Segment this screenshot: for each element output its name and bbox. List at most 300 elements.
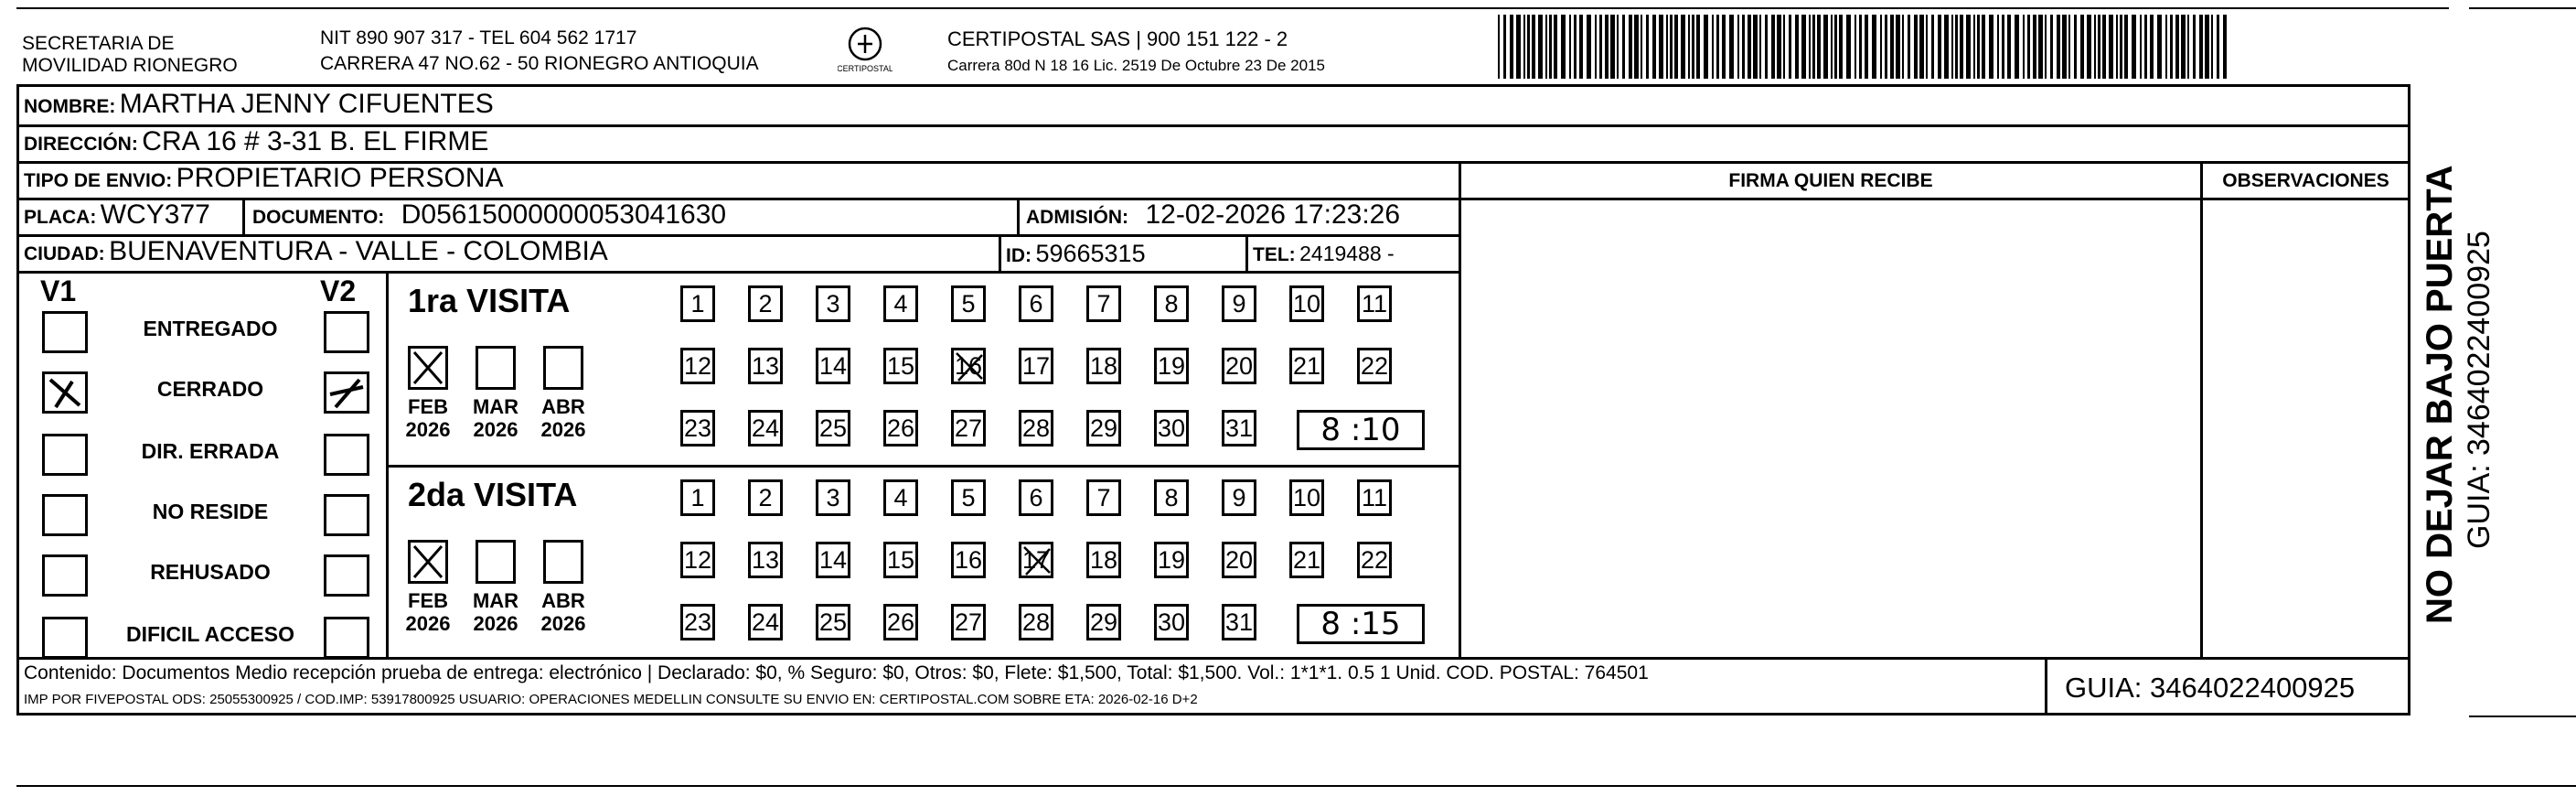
sender-address: CARRERA 47 NO.62 - 50 RIONEGRO ANTIOQUIA bbox=[320, 53, 759, 74]
month-checkbox[interactable] bbox=[543, 540, 583, 584]
v1-checkbox[interactable] bbox=[42, 371, 88, 414]
barcode-bar bbox=[1692, 15, 1694, 79]
address-label: DIRECCIÓN: bbox=[24, 134, 138, 155]
status-option-label: ENTREGADO bbox=[143, 317, 278, 340]
day-box[interactable] bbox=[1289, 479, 1324, 516]
barcode-bar bbox=[1659, 15, 1663, 79]
barcode-bar bbox=[1809, 15, 1811, 79]
barcode-bar bbox=[2109, 15, 2113, 79]
v1-checkbox[interactable] bbox=[42, 311, 88, 353]
barcode-bar bbox=[1634, 15, 1639, 79]
barcode-bar bbox=[1753, 15, 1758, 79]
barcode-bar bbox=[2132, 15, 2136, 79]
day-number: 20 bbox=[1224, 352, 1254, 380]
day-number: 4 bbox=[893, 290, 908, 317]
day-box[interactable] bbox=[1086, 348, 1121, 384]
day-box[interactable] bbox=[1154, 542, 1189, 578]
day-number: 14 bbox=[818, 352, 848, 380]
barcode-bar bbox=[1765, 15, 1768, 79]
day-box[interactable] bbox=[1019, 285, 1053, 322]
day-box[interactable] bbox=[680, 285, 715, 322]
day-box[interactable] bbox=[816, 348, 850, 384]
day-number: 23 bbox=[683, 608, 712, 636]
day-number: 18 bbox=[1089, 546, 1118, 574]
month-cell bbox=[534, 589, 593, 635]
id-label: ID: bbox=[1006, 245, 1031, 266]
barcode-bar bbox=[1574, 15, 1577, 79]
day-box[interactable] bbox=[680, 479, 715, 516]
day-box[interactable] bbox=[1086, 542, 1121, 578]
v1-checkbox[interactable] bbox=[42, 554, 88, 597]
day-number: 15 bbox=[886, 352, 915, 380]
barcode-bar bbox=[1960, 15, 1963, 79]
admission-label: ADMISIÓN: bbox=[1026, 207, 1128, 228]
barcode-bar bbox=[2140, 15, 2142, 79]
day-number: 24 bbox=[751, 608, 780, 636]
name-row bbox=[24, 89, 494, 120]
day-box[interactable] bbox=[883, 542, 918, 578]
day-box[interactable] bbox=[1357, 285, 1392, 322]
year-label: 2026 bbox=[405, 418, 451, 441]
day-number: 1 bbox=[690, 290, 705, 317]
barcode-bar bbox=[2211, 15, 2213, 79]
barcode-bar bbox=[1944, 15, 1949, 79]
month-checkbox[interactable] bbox=[408, 346, 448, 390]
barcode-bar bbox=[2217, 15, 2219, 79]
day-number: 10 bbox=[1292, 290, 1321, 317]
day-box[interactable] bbox=[1019, 479, 1053, 516]
signature-header: FIRMA QUIEN RECIBE bbox=[1728, 170, 1933, 191]
recipient-address: CRA 16 # 3-31 B. EL FIRME bbox=[142, 126, 489, 156]
day-number: 3 bbox=[826, 290, 840, 317]
day-number: 20 bbox=[1224, 546, 1254, 574]
barcode-bar bbox=[2098, 15, 2100, 79]
barcode-bar bbox=[2074, 15, 2077, 79]
barcode-bar bbox=[1777, 15, 1781, 79]
barcode-bar bbox=[2023, 15, 2025, 79]
day-number: 21 bbox=[1292, 352, 1321, 380]
day-box[interactable] bbox=[1154, 604, 1189, 640]
day-number: 1 bbox=[690, 484, 705, 511]
month-checkbox[interactable] bbox=[476, 346, 516, 390]
barcode-bar bbox=[1666, 15, 1668, 79]
day-box[interactable] bbox=[1222, 348, 1256, 384]
day-box[interactable] bbox=[1154, 348, 1189, 384]
day-box[interactable] bbox=[883, 604, 918, 640]
day-number: 24 bbox=[751, 414, 780, 442]
day-box[interactable] bbox=[816, 542, 850, 578]
barcode-bar bbox=[1789, 15, 1791, 79]
status-option-label: CERRADO bbox=[156, 377, 264, 401]
day-box[interactable] bbox=[1222, 285, 1256, 322]
v2-label: V2 bbox=[320, 274, 357, 307]
barcode-bar bbox=[1641, 15, 1642, 79]
v1-checkbox[interactable] bbox=[42, 494, 88, 536]
barcode-bar bbox=[1605, 15, 1609, 79]
svg-text:CERTIPOSTAL: CERTIPOSTAL bbox=[838, 64, 893, 73]
day-number: 17 bbox=[1021, 352, 1051, 380]
barcode-bar bbox=[1599, 15, 1602, 79]
barcode-bar bbox=[1908, 15, 1910, 79]
day-box[interactable] bbox=[1154, 479, 1189, 516]
v1-checkbox[interactable] bbox=[42, 617, 88, 659]
city-label: CIUDAD: bbox=[24, 243, 105, 264]
barcode-bar bbox=[1919, 15, 1924, 79]
month-cell bbox=[534, 395, 593, 441]
day-box[interactable] bbox=[816, 479, 850, 516]
v2-checkbox[interactable] bbox=[324, 434, 369, 476]
day-number: 9 bbox=[1232, 484, 1246, 511]
day-number: 28 bbox=[1021, 414, 1051, 442]
barcode-bar bbox=[1771, 15, 1775, 79]
day-box[interactable] bbox=[816, 410, 850, 447]
barcode-bar bbox=[1498, 15, 1500, 79]
barcode-bar bbox=[1865, 15, 1868, 79]
day-number: 29 bbox=[1089, 414, 1118, 442]
day-box[interactable] bbox=[1086, 604, 1121, 640]
no-dejar-text: NO DEJAR BAJO PUERTA bbox=[2420, 165, 2460, 624]
day-box[interactable] bbox=[680, 410, 715, 447]
day-box[interactable] bbox=[1086, 410, 1121, 447]
barcode-bar bbox=[1516, 15, 1521, 79]
courier-name: CERTIPOSTAL SAS | 900 151 122 - 2 bbox=[947, 27, 1288, 50]
barcode-bar bbox=[2187, 15, 2189, 79]
barcode-bar bbox=[1569, 15, 1571, 79]
barcode-bar bbox=[1646, 15, 1649, 79]
day-number: 29 bbox=[1089, 608, 1118, 636]
status-option-label: NO RESIDE bbox=[152, 500, 269, 523]
barcode-bar bbox=[1977, 15, 1980, 79]
barcode-bar bbox=[1872, 15, 1876, 79]
barcode-bar bbox=[2175, 15, 2179, 79]
day-number: 7 bbox=[1096, 290, 1111, 317]
barcode-bar bbox=[1712, 15, 1714, 79]
day-number: 28 bbox=[1021, 608, 1051, 636]
day-box[interactable] bbox=[748, 410, 783, 447]
barcode-bar bbox=[1855, 15, 1856, 79]
barcode-bar bbox=[1554, 15, 1557, 79]
barcode-bar bbox=[1670, 15, 1673, 79]
barcode-bar bbox=[1681, 15, 1685, 79]
certipostal-logo bbox=[838, 24, 893, 79]
day-box[interactable] bbox=[816, 604, 850, 640]
day-box[interactable] bbox=[951, 285, 986, 322]
barcode-bar bbox=[1527, 15, 1530, 79]
barcode-bar bbox=[2002, 15, 2004, 79]
footer-imp: IMP POR FIVEPOSTAL ODS: 25055300925 / COD.IMP: 53917800925 USUARIO: OPERACIONES MEDELLIN CONSULTE SU ENVIO EN: CERTIPOSTAL.COM SOBRE ETA: 2026-02-16 D+2 bbox=[24, 692, 1198, 707]
barcode-bar bbox=[1561, 15, 1566, 79]
day-number: 25 bbox=[818, 414, 848, 442]
barcode-bar bbox=[2170, 15, 2173, 79]
day-box[interactable] bbox=[1289, 542, 1324, 578]
sender-line2: MOVILIDAD RIONEGRO bbox=[22, 55, 238, 76]
observations-header: OBSERVACIONES bbox=[2222, 170, 2389, 191]
barcode-bar bbox=[2199, 15, 2203, 79]
day-number: 19 bbox=[1157, 352, 1186, 380]
barcode-bar bbox=[1688, 15, 1690, 79]
barcode-bar bbox=[1823, 15, 1828, 79]
day-number: 3 bbox=[826, 484, 840, 511]
day-number: 6 bbox=[1029, 290, 1043, 317]
footer-content: Contenido: Documentos Medio recepción prueba de entrega: electrónico | Declarado: $0, % Seguro: $0, Otros: $0, Flete: $1,500, Total: $1,500. Vol.: 1*1*1. 0.5 1 Unid. COD. POSTAL: 764501 bbox=[24, 662, 1649, 683]
barcode-bar bbox=[2144, 15, 2147, 79]
month-label: MAR bbox=[472, 589, 519, 612]
tel-cell bbox=[1253, 242, 1395, 266]
month-cell bbox=[466, 395, 525, 441]
status-option-label: REHUSADO bbox=[150, 560, 271, 584]
day-number: 18 bbox=[1089, 352, 1118, 380]
sender-nit: NIT 890 907 317 - TEL 604 562 1717 bbox=[320, 27, 637, 48]
barcode-bar bbox=[1652, 15, 1656, 79]
day-number: 27 bbox=[954, 608, 983, 636]
barcode-bar bbox=[1503, 15, 1506, 79]
barcode-bar bbox=[2124, 15, 2128, 79]
day-box[interactable] bbox=[1289, 285, 1324, 322]
year-label: 2026 bbox=[405, 612, 451, 635]
day-number: 6 bbox=[1029, 484, 1043, 511]
day-number: 13 bbox=[751, 352, 780, 380]
barcode-bar bbox=[2007, 15, 2011, 79]
barcode-bar bbox=[1812, 15, 1815, 79]
year-label: 2026 bbox=[540, 418, 586, 441]
v1-checkbox[interactable] bbox=[42, 434, 88, 476]
day-box[interactable] bbox=[951, 604, 986, 640]
cross-mark-icon bbox=[954, 350, 985, 383]
barcode-bar bbox=[1896, 15, 1900, 79]
barcode-bar bbox=[1729, 15, 1734, 79]
barcode-bar bbox=[1834, 15, 1837, 79]
admission-cell bbox=[1026, 199, 1400, 231]
day-number: 12 bbox=[683, 352, 712, 380]
day-number: 8 bbox=[1164, 290, 1179, 317]
barcode-bar bbox=[1617, 15, 1619, 79]
day-number: 27 bbox=[954, 414, 983, 442]
barcode-bar bbox=[1839, 15, 1843, 79]
check-mark-icon bbox=[45, 374, 85, 411]
type-row bbox=[24, 163, 504, 194]
barcode-bar bbox=[1587, 15, 1591, 79]
barcode-bar bbox=[2015, 15, 2019, 79]
year-label: 2026 bbox=[540, 612, 586, 635]
day-number: 4 bbox=[893, 484, 908, 511]
courier-license: Carrera 80d N 18 16 Lic. 2519 De Octubre 23 De 2015 bbox=[947, 57, 1325, 74]
v2-checkbox[interactable] bbox=[324, 311, 369, 353]
month-checkbox[interactable] bbox=[543, 346, 583, 390]
barcode-bar bbox=[2150, 15, 2154, 79]
plate-cell bbox=[24, 199, 210, 231]
day-number: 9 bbox=[1232, 290, 1246, 317]
barcode-bar bbox=[1696, 15, 1700, 79]
barcode-bar bbox=[1742, 15, 1745, 79]
day-number: 8 bbox=[1164, 484, 1179, 511]
barcode-bar bbox=[1926, 15, 1928, 79]
day-number: 5 bbox=[961, 484, 976, 511]
day-number: 21 bbox=[1292, 546, 1321, 574]
day-box[interactable] bbox=[1289, 348, 1324, 384]
day-number: 31 bbox=[1224, 608, 1254, 636]
day-box[interactable] bbox=[1222, 410, 1256, 447]
barcode-bar bbox=[1722, 15, 1726, 79]
day-box[interactable] bbox=[883, 479, 918, 516]
id-value: 59665315 bbox=[1035, 240, 1146, 267]
day-box[interactable] bbox=[748, 348, 783, 384]
day-number: 26 bbox=[886, 608, 915, 636]
day-box[interactable] bbox=[951, 410, 986, 447]
barcode-bar bbox=[1955, 15, 1958, 79]
day-box[interactable] bbox=[883, 348, 918, 384]
plate-value: WCY377 bbox=[100, 199, 210, 230]
day-box[interactable] bbox=[748, 479, 783, 516]
barcode-bar bbox=[2223, 15, 2227, 79]
month-label: MAR bbox=[472, 395, 519, 418]
v2-checkbox[interactable] bbox=[324, 554, 369, 597]
day-box[interactable] bbox=[748, 285, 783, 322]
visit-time-box[interactable] bbox=[1297, 604, 1425, 644]
barcode-bar bbox=[1846, 15, 1851, 79]
barcode-bar bbox=[2038, 15, 2043, 79]
day-number: 14 bbox=[818, 546, 848, 574]
plate-label: PLACA: bbox=[24, 207, 97, 228]
barcode-bar bbox=[1890, 15, 1894, 79]
barcode-bar bbox=[1629, 15, 1632, 79]
day-number: 30 bbox=[1157, 414, 1186, 442]
barcode-bar bbox=[1759, 15, 1761, 79]
day-number: 11 bbox=[1361, 484, 1388, 511]
day-box[interactable] bbox=[1154, 285, 1189, 322]
barcode-bar bbox=[1831, 15, 1833, 79]
day-number: 17 bbox=[1021, 546, 1051, 574]
month-cell bbox=[466, 589, 525, 635]
day-box[interactable] bbox=[951, 542, 986, 578]
day-number: 19 bbox=[1157, 546, 1186, 574]
barcode-bar bbox=[2116, 15, 2118, 79]
address-row bbox=[24, 126, 488, 157]
visit-time-box[interactable] bbox=[1297, 410, 1425, 450]
status-option-label: DIFICIL ACCESO bbox=[125, 622, 294, 646]
day-box[interactable] bbox=[680, 542, 715, 578]
barcode-bar bbox=[2033, 15, 2036, 79]
day-number: 16 bbox=[954, 352, 983, 380]
day-number: 23 bbox=[683, 414, 712, 442]
day-box[interactable] bbox=[680, 604, 715, 640]
v2-checkbox[interactable] bbox=[324, 617, 369, 659]
day-box[interactable] bbox=[883, 285, 918, 322]
day-box[interactable] bbox=[1357, 348, 1392, 384]
day-box[interactable] bbox=[748, 542, 783, 578]
name-label: NOMBRE: bbox=[24, 96, 116, 117]
day-box[interactable] bbox=[1222, 479, 1256, 516]
day-box[interactable] bbox=[748, 604, 783, 640]
day-box[interactable] bbox=[1019, 604, 1053, 640]
barcode-bar bbox=[1545, 15, 1547, 79]
barcode-bar bbox=[1817, 15, 1821, 79]
status-option-label: DIR. ERRADA bbox=[141, 439, 280, 463]
day-number: 2 bbox=[758, 290, 773, 317]
barcode-bar bbox=[1801, 15, 1806, 79]
barcode-bar bbox=[2181, 15, 2186, 79]
type-label: TIPO DE ENVIO: bbox=[24, 170, 173, 191]
day-box[interactable] bbox=[1019, 410, 1053, 447]
month-checkbox[interactable] bbox=[476, 540, 516, 584]
day-box[interactable] bbox=[951, 348, 986, 384]
day-box[interactable] bbox=[1019, 542, 1053, 578]
side-warning bbox=[2419, 112, 2497, 624]
barcode-bar bbox=[1737, 15, 1739, 79]
barcode-bar bbox=[2057, 15, 2060, 79]
day-box[interactable] bbox=[1086, 285, 1121, 322]
day-box[interactable] bbox=[680, 348, 715, 384]
barcode-bar bbox=[1716, 15, 1719, 79]
barcode-bar bbox=[1783, 15, 1785, 79]
day-number: 25 bbox=[818, 608, 848, 636]
day-number: 16 bbox=[954, 546, 983, 574]
month-checkbox[interactable] bbox=[408, 540, 448, 584]
day-box[interactable] bbox=[883, 410, 918, 447]
visit-title: 2da VISITA bbox=[408, 476, 578, 513]
footer-guia: GUIA: 3464022400925 bbox=[2065, 672, 2356, 704]
barcode-bar bbox=[2050, 15, 2053, 79]
barcode-bar bbox=[1532, 15, 1535, 79]
visit-title: 1ra VISITA bbox=[408, 282, 571, 319]
day-number: 10 bbox=[1292, 484, 1321, 511]
id-cell bbox=[1006, 240, 1146, 268]
barcode-bar bbox=[1510, 15, 1513, 79]
day-number: 12 bbox=[683, 546, 712, 574]
day-box[interactable] bbox=[1357, 542, 1392, 578]
barcode-bar bbox=[1880, 15, 1882, 79]
barcode-bar bbox=[2205, 15, 2209, 79]
barcode bbox=[1498, 15, 2229, 79]
day-number: 31 bbox=[1224, 414, 1254, 442]
day-number: 22 bbox=[1360, 352, 1389, 380]
day-box[interactable] bbox=[1086, 479, 1121, 516]
day-box[interactable] bbox=[1019, 348, 1053, 384]
barcode-bar bbox=[1938, 15, 1941, 79]
day-box[interactable] bbox=[816, 285, 850, 322]
day-number: 2 bbox=[758, 484, 773, 511]
barcode-bar bbox=[1549, 15, 1552, 79]
day-number: 7 bbox=[1096, 484, 1111, 511]
barcode-bar bbox=[2087, 15, 2091, 79]
v2-checkbox[interactable] bbox=[324, 371, 369, 414]
barcode-bar bbox=[1914, 15, 1918, 79]
barcode-bar bbox=[2120, 15, 2122, 79]
tel-value: 2419488 - bbox=[1299, 242, 1395, 265]
barcode-bar bbox=[2165, 15, 2167, 79]
recipient-name: MARTHA JENNY CIFUENTES bbox=[119, 89, 494, 119]
document-label: DOCUMENTO: bbox=[252, 207, 385, 228]
day-box[interactable] bbox=[1357, 479, 1392, 516]
barcode-bar bbox=[1523, 15, 1525, 79]
day-box[interactable] bbox=[1222, 542, 1256, 578]
day-box[interactable] bbox=[1222, 604, 1256, 640]
barcode-bar bbox=[1989, 15, 1993, 79]
day-box[interactable] bbox=[1154, 410, 1189, 447]
year-label: 2026 bbox=[473, 418, 518, 441]
month-cell bbox=[399, 589, 457, 635]
logo-icon bbox=[838, 24, 893, 79]
month-cell bbox=[399, 395, 457, 441]
year-label: 2026 bbox=[473, 612, 518, 635]
barcode-bar bbox=[1595, 15, 1597, 79]
document-value: D05615000000053041630 bbox=[401, 199, 727, 230]
v2-checkbox[interactable] bbox=[324, 494, 369, 536]
check-mark-icon bbox=[411, 349, 445, 387]
day-number: 30 bbox=[1157, 608, 1186, 636]
day-box[interactable] bbox=[951, 479, 986, 516]
barcode-bar bbox=[1795, 15, 1799, 79]
barcode-bar bbox=[1748, 15, 1751, 79]
